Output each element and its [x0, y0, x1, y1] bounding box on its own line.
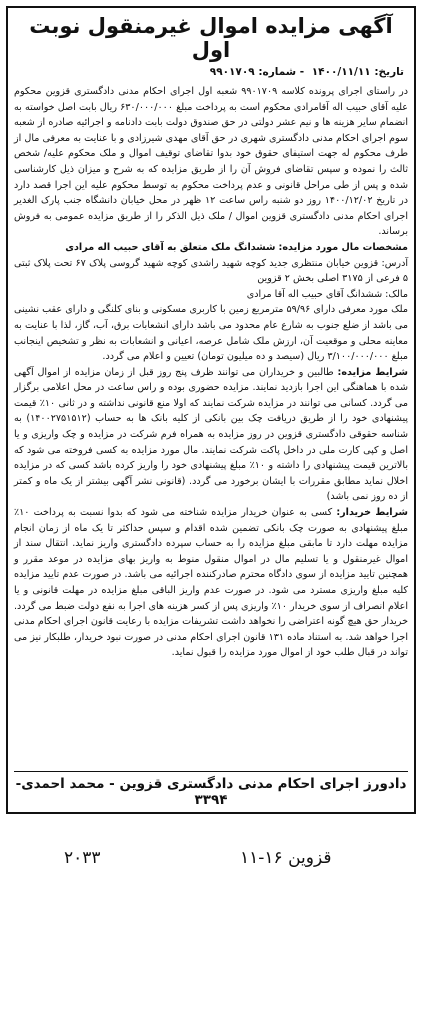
notice-date: تاریخ: ۱۴۰۰/۱۱/۱۱	[311, 66, 404, 78]
specs-heading: مشخصات مال مورد مزایده:	[278, 241, 408, 253]
property-owner: مالک: ششدانگ آقای حبیب اله آقا مرادی	[246, 288, 408, 300]
notice-signature: دادورز اجرای احکام مدنی دادگستری قزوین - محمد احمدی- ۳۳۹۴	[14, 771, 408, 808]
notice-title: آگهی مزایده اموال غیرمنقول نوبت اول	[29, 14, 393, 62]
buyer-heading: شرایط خریدار:	[336, 507, 408, 519]
buyer-text: کسی به عنوان خریدار مزایده شناخته می شود که بدوا نسبت به پرداخت ۱۰٪ مبلغ پیشنهادی به صورت چک بانکی تضمین شده اقدام و سپس حداکثر تا یک ماه از زمان انجام مزایده مهلت دارد تا مابقی مبلغ مزایده را به حساب سپرده دادگستری واریز نماید. انتقال سند از اموال غیرمنقول و یا تسلیم مال در اموال منقول منوط به واریز بهای مزایده در موعد مقرر و همچنین تایید مزایده از سوی دادگاه محترم صادرکننده اجرائیه می باشد. در صورت عدم تایید مزایده کلیه مبلغ واریزی مسترد می شود. در صورت عدم واریز الباقی مبلغ مزایده در مهلت قانونی و یا اعلام انصراف از سوی خریدار ۱۰٪ واریزی پس از کسر هزینه های اجرا به نفع دولت ضبط می گردد. خریدار حق هیچ گونه اعتراضی را نخواهد داشت تشریفات مزایده با رعایت قانون اجرای احکام مدنی اجرا خواهد شد. به استناد ماده ۱۳۱ قانون اجرای احکام مدنی در صورت نبود خریدار، طلبکار نیز می تواند در قبال طلب خود از اموال مورد مزایده را قبول نماید.	[14, 507, 408, 659]
specs-text: ششدانگ ملک متعلق به آقای حبیب اله مرادی	[65, 241, 276, 253]
property-address: آدرس: قزوین خیابان منتظری جدید کوچه شهید راشدی کوچه شهید گروسی پلاک ۶۷ تحت پلاک ثبتی ۵ فرعی از ۳۱۷۵ اصلی بخش ۲ قزوین	[14, 257, 409, 285]
auction-notice	[6, 6, 416, 814]
handwritten-note-number: ۲۰۳۳	[64, 848, 101, 868]
property-valuation: ملک مورد معرفی دارای ۵۹/۹۶ مترمربع زمین با کاربری مسکونی و بنای کلنگی و دارای عقب نشینی می باشد از ضلع جنوب به شارع عام محدود می باشد دارای انشعابات برق، آب، گاز، لذا با عنایت به معاینه محلی و موقعیت آن، ارزش ملک شامل عرصه، اعیانی و انشعابات به نظر و تشخیص اینجانب مبلغ ۳/۱۰۰/۰۰۰/۰۰۰ ریال (سیصد و ده میلیون تومان) تعیین و اعلام می گردد.	[14, 304, 408, 363]
terms-text: طالبین و خریداران می توانند ظرف پنج روز قبل از زمان مزایده از اموال آگهی شده با هماهنگی این اجرا بازدید نمایند. مزایده حضوری بوده و راس ساعت در محل اعلامی برگزار می گردد. کسانی می توانند در مزایده شرکت نمایند که اولا منع قانونی نداشته و در ثانی ۱۰٪ قیمت پیشنهادی خود را از طریق دریافت چک بین بانکی از کلیه بانک ها به حساب (۱۴۰۰۲۷۵۱۵۱۲) به شناسه حقوقی دادگستری قزوین در روز مزایده به همراه فرم شرکت در مزایده و چک واریزی و یا اصل و کپی کارت ملی در داخل پاکت شرکت نمایند. مال مورد مزایده به کسی فروخته می شود که بالاترین قیمت پیشنهادی را داشته و ۱۰٪ مبلغ پیشنهادی خود را واریز کرده باشد کسی که در مزایده اخلال نماید مطابق مقررات با ایشان برخورد می گردد. (قانونی نشر آگهی بیشتر از یک ماه و کمتر از ده روز نمی باشد)	[14, 366, 409, 503]
terms-heading: شرایط مزایده:	[337, 366, 408, 378]
intro-text: در راستای اجرای پرونده کلاسه ۹۹۰۱۷۰۹ شعبه اول اجرای احکام مدنی دادگستری قزوین محکوم علیه آقای حبیب اله آقامرادی محکوم است به پرداخت مبلغ ۶۳۰/۰۰۰/۰۰۰ ریال بابت اصل خواسته به انضمام سایر هزینه ها و نیم عشر دولتی در حق صندوق دولت بابت دادنامه و اجرائیه صادره از شعبه سوم اجرای احکام مدنی دادگستری شهری در حق آقای مهدی شیرزادی و با عنایت به معرفی مال از طرف محکوم له جهت استیفای حقوق خود بدوا تقاضای توقیف اموال و ملک محکوم علیه/ شخص ثالث را نموده و سپس تقاضای فروش آن را از طریق مزایده که به شرح و میزان ذیل کارشناسی شده و پس از طی مراحل قانونی و عدم پرداخت محکوم به توسط محکوم علیه این اجرا قصد دارد در تاریخ ۱۴۰۰/۱۲/۰۲ روز دو شنبه راس ساعت ۱۲ ظهر در محل خیابان دانشگاه جنب پارک الغدیر اجرای احکام مدنی دادگستری قزوین اموال / ملک ذیل الذکر را از طریق مزایده عمومی به فروش برساند.	[14, 86, 409, 238]
buyer-terms	[14, 505, 408, 661]
handwritten-note-city-date: قزوین ۱۶-۱۱	[240, 848, 332, 868]
notice-meta	[14, 66, 404, 78]
notice-number: - شماره: ۹۹۰۱۷۰۹	[209, 66, 305, 78]
property-specs	[14, 240, 408, 256]
auction-terms	[14, 365, 408, 505]
notice-body-intro	[14, 84, 408, 240]
